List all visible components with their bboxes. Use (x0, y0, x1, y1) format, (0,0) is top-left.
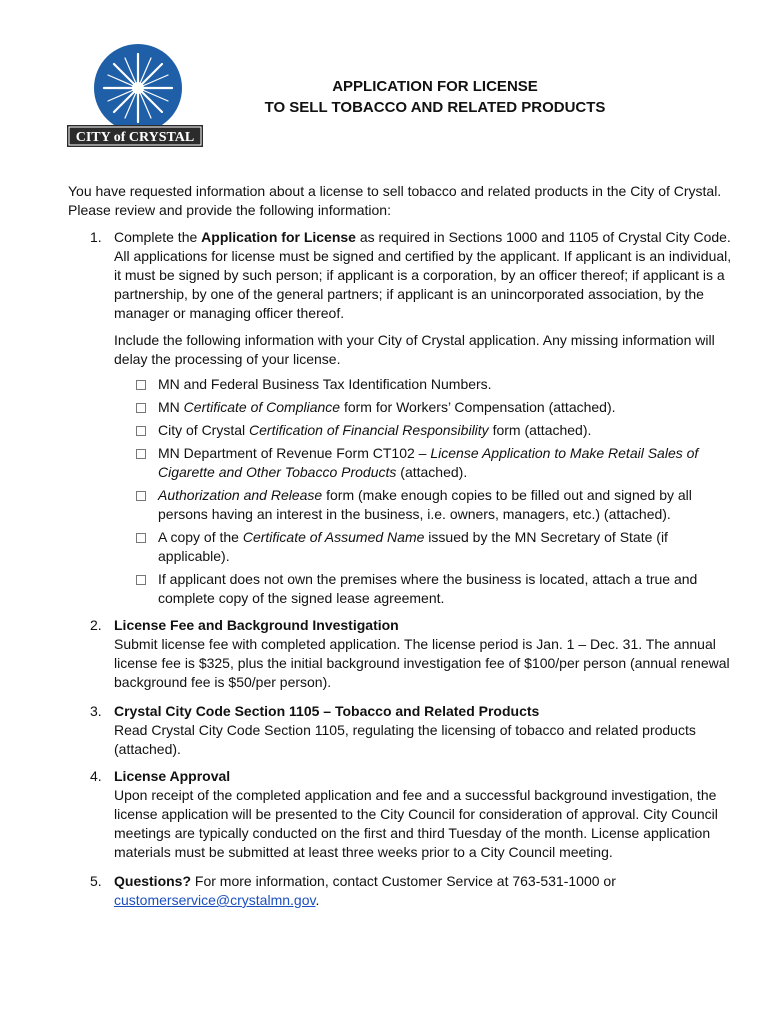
item-number: 4. (90, 768, 102, 784)
starburst-seal-icon (66, 42, 206, 150)
checkbox-icon (136, 533, 146, 543)
list-item-5 (68, 872, 732, 910)
license-fee-body: Submit license fee with completed application. The license period is Jan. 1 – Dec. 31. The annual license fee is $325, plus the initial background investigation fee of $100/per person (annual renewal background fee is $50/per person). (114, 636, 730, 690)
intro-paragraph: You have requested information about a license to sell tobacco and related products in the City of Crystal. Please review and provide the following information: (68, 183, 722, 218)
checklist-item: MN and Federal Business Tax Identification Numbers. (114, 375, 732, 394)
city-of-crystal-logo (66, 42, 206, 150)
city-code-body: Read Crystal City Code Section 1105, regulating the licensing of tobacco and related products (attached). (114, 722, 696, 757)
checklist-item: A copy of the Certificate of Assumed Name issued by the MN Secretary of State (if applicable). (114, 528, 732, 566)
item-number: 5. (90, 873, 102, 889)
checklist-item: Authorization and Release form (make enough copies to be filled out and signed by all persons having an interest in the business, i.e. owners, managers, etc.) (attached). (114, 486, 732, 524)
title-line-1: APPLICATION FOR LICENSE (332, 78, 538, 95)
item-number: 1. (90, 229, 102, 245)
checklist-item: City of Crystal Certification of Financial Responsibility form (attached). (114, 421, 732, 440)
questions-paragraph: Questions? For more information, contact Customer Service at 763-531-1000 or customerservice@crystalmn.gov. (114, 873, 616, 908)
application-requirement-paragraph: Complete the Application for License as required in Sections 1000 and 1105 of Crystal City Code. All applications for license must be signed and certified by the applicant. If applicant is an individual, it must be signed by such person; if applicant is a corporation, by an officer thereof; if applicant is a partnership, by one of the general partners; if applicant is an unincorporated association, by the manager or managing officer thereof. (114, 229, 732, 321)
list-item-4 (68, 767, 732, 862)
license-approval-body: Upon receipt of the completed application and fee and a successful background investigation, the license application will be presented to the City Council for consideration of approval. City Council meetings are typically conducted on the first and third Tuesday of the month. License application materials must be submitted at least three weeks prior to a City Council meeting. (114, 787, 718, 860)
license-fee-heading: License Fee and Background Investigation (114, 617, 399, 633)
item-number: 2. (90, 617, 102, 633)
checkbox-icon (136, 449, 146, 459)
checklist-item: MN Certificate of Compliance form for Workers’ Compensation (attached). (114, 398, 732, 417)
page-title (200, 76, 670, 118)
checkbox-icon (136, 426, 146, 436)
checkbox-icon (136, 491, 146, 501)
title-line-2: TO SELL TOBACCO AND RELATED PRODUCTS (264, 99, 606, 116)
list-item-1 (68, 228, 732, 608)
document-checklist (114, 375, 732, 608)
customer-service-email-link[interactable]: customerservice@crystalmn.gov (114, 892, 316, 908)
checkbox-icon (136, 575, 146, 585)
questions-heading: Questions? (114, 873, 192, 889)
checkbox-icon (136, 403, 146, 413)
checkbox-icon (136, 380, 146, 390)
include-info-paragraph: Include the following information with your City of Crystal application. Any missing information will delay the processing of your license. (114, 332, 715, 367)
checklist-item: If applicant does not own the premises where the business is located, attach a true and complete copy of the signed lease agreement. (114, 570, 732, 608)
list-item-3 (68, 702, 732, 759)
list-item-2 (68, 616, 732, 692)
license-approval-heading: License Approval (114, 768, 231, 784)
item-number: 3. (90, 703, 102, 719)
svg-text:CITY of CRYSTAL: CITY of CRYSTAL (75, 130, 195, 145)
city-code-heading: Crystal City Code Section 1105 – Tobacco and Related Products (114, 703, 540, 719)
checklist-item: MN Department of Revenue Form CT102 – License Application to Make Retail Sales of Cigarette and Other Tobacco Products (attached). (114, 444, 732, 482)
instructions-list (68, 228, 732, 910)
